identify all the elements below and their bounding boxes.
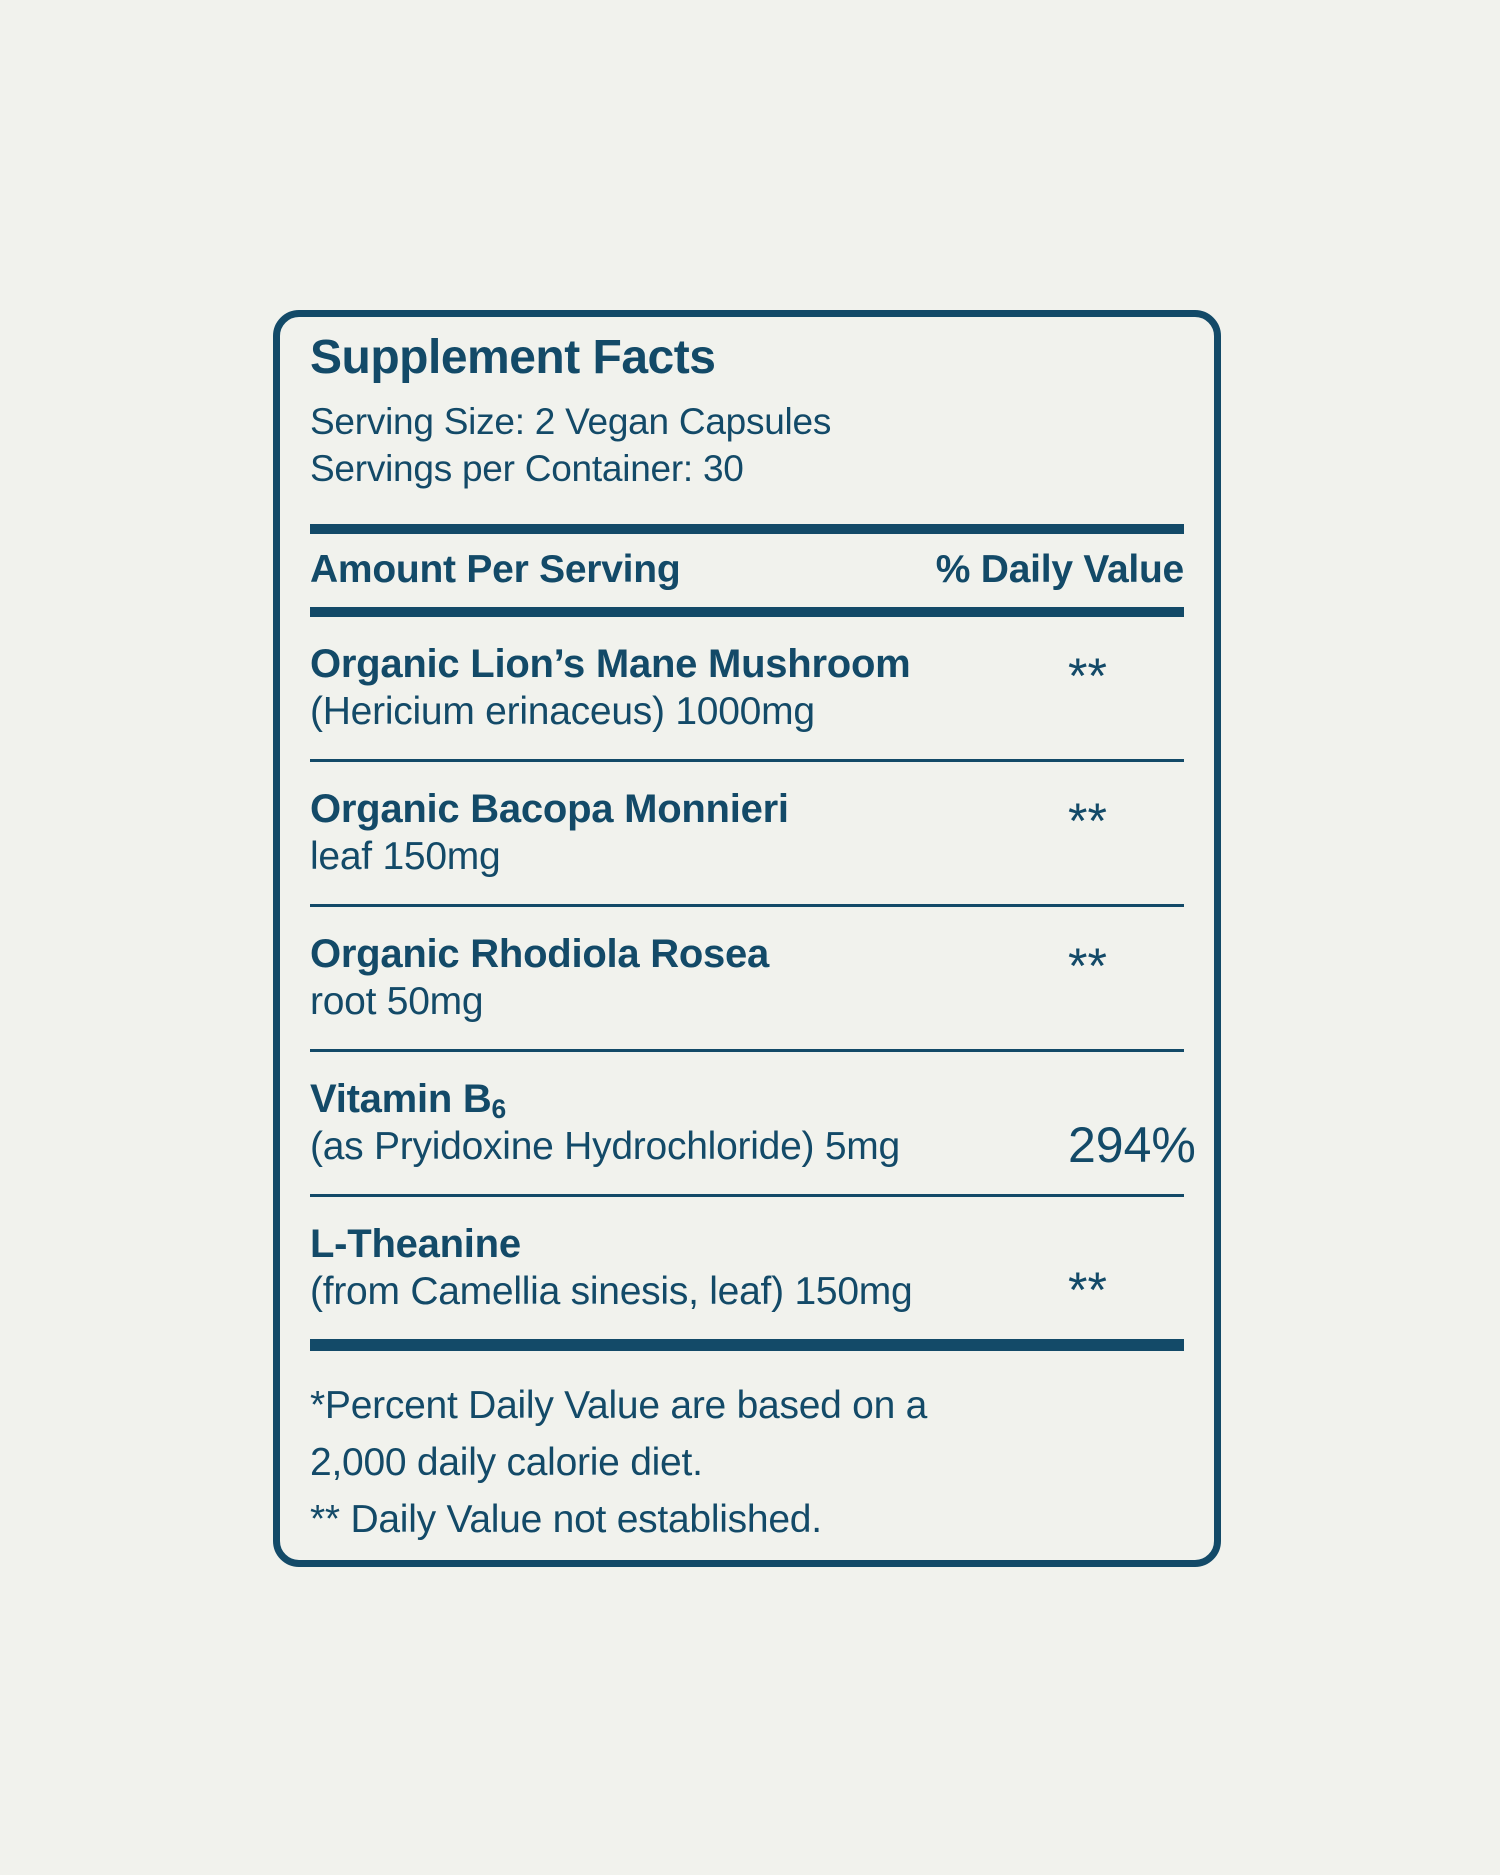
- supplement-facts-panel: [273, 310, 1221, 1567]
- thick-divider-bar: [310, 607, 1184, 617]
- amount-per-serving-header: Amount Per Serving: [310, 548, 681, 591]
- ingredient-row-lions-mane: [310, 617, 1184, 759]
- ingredient-detail: leaf 150mg: [310, 835, 501, 878]
- daily-value-cell: **: [1068, 1262, 1107, 1318]
- footnote-line: 2,000 daily calorie diet.: [310, 1441, 703, 1484]
- daily-value-cell: **: [1068, 793, 1107, 849]
- daily-value-header: % Daily Value: [935, 548, 1184, 591]
- ingredient-row-rhodiola: [310, 907, 1184, 1049]
- column-header-row: [310, 534, 1184, 607]
- daily-value-cell: 294%: [1068, 1117, 1196, 1173]
- footnote-line: ** Daily Value not established.: [310, 1498, 822, 1541]
- ingredient-name: Organic Lion’s Mane Mushroom: [310, 642, 911, 686]
- daily-value-cell: **: [1068, 938, 1107, 994]
- ingredient-name: [310, 1076, 1184, 1123]
- ingredient-detail: (from Camellia sinesis, leaf) 150mg: [310, 1270, 913, 1313]
- thick-divider-bar: [310, 1339, 1184, 1351]
- ingredient-row-bacopa: [310, 762, 1184, 904]
- subscript-6: 6: [491, 1093, 506, 1124]
- ingredient-detail: (Hericium erinaceus) 1000mg: [310, 690, 815, 733]
- thick-divider-bar: [310, 524, 1184, 534]
- ingredient-name: Organic Bacopa Monnieri: [310, 787, 789, 831]
- footnote-line: *Percent Daily Value are based on a: [310, 1384, 928, 1427]
- supplement-facts-title: Supplement Facts: [310, 331, 716, 384]
- ingredient-name-text: Vitamin B: [310, 1077, 492, 1121]
- ingredient-detail: (as Pryidoxine Hydrochloride) 5mg: [310, 1125, 900, 1168]
- ingredient-row-vitamin-b6: [310, 1052, 1196, 1194]
- servings-per-container-text: Servings per Container: 30: [310, 448, 744, 489]
- ingredient-row-l-theanine: [310, 1197, 1184, 1339]
- serving-size-text: Serving Size: 2 Vegan Capsules: [310, 401, 832, 442]
- ingredient-detail: root 50mg: [310, 980, 484, 1023]
- footnotes-section: [310, 1351, 1184, 1548]
- ingredient-name: Organic Rhodiola Rosea: [310, 932, 770, 976]
- serving-info: [310, 398, 1184, 492]
- daily-value-cell: **: [1068, 648, 1107, 704]
- ingredient-name: L-Theanine: [310, 1222, 521, 1266]
